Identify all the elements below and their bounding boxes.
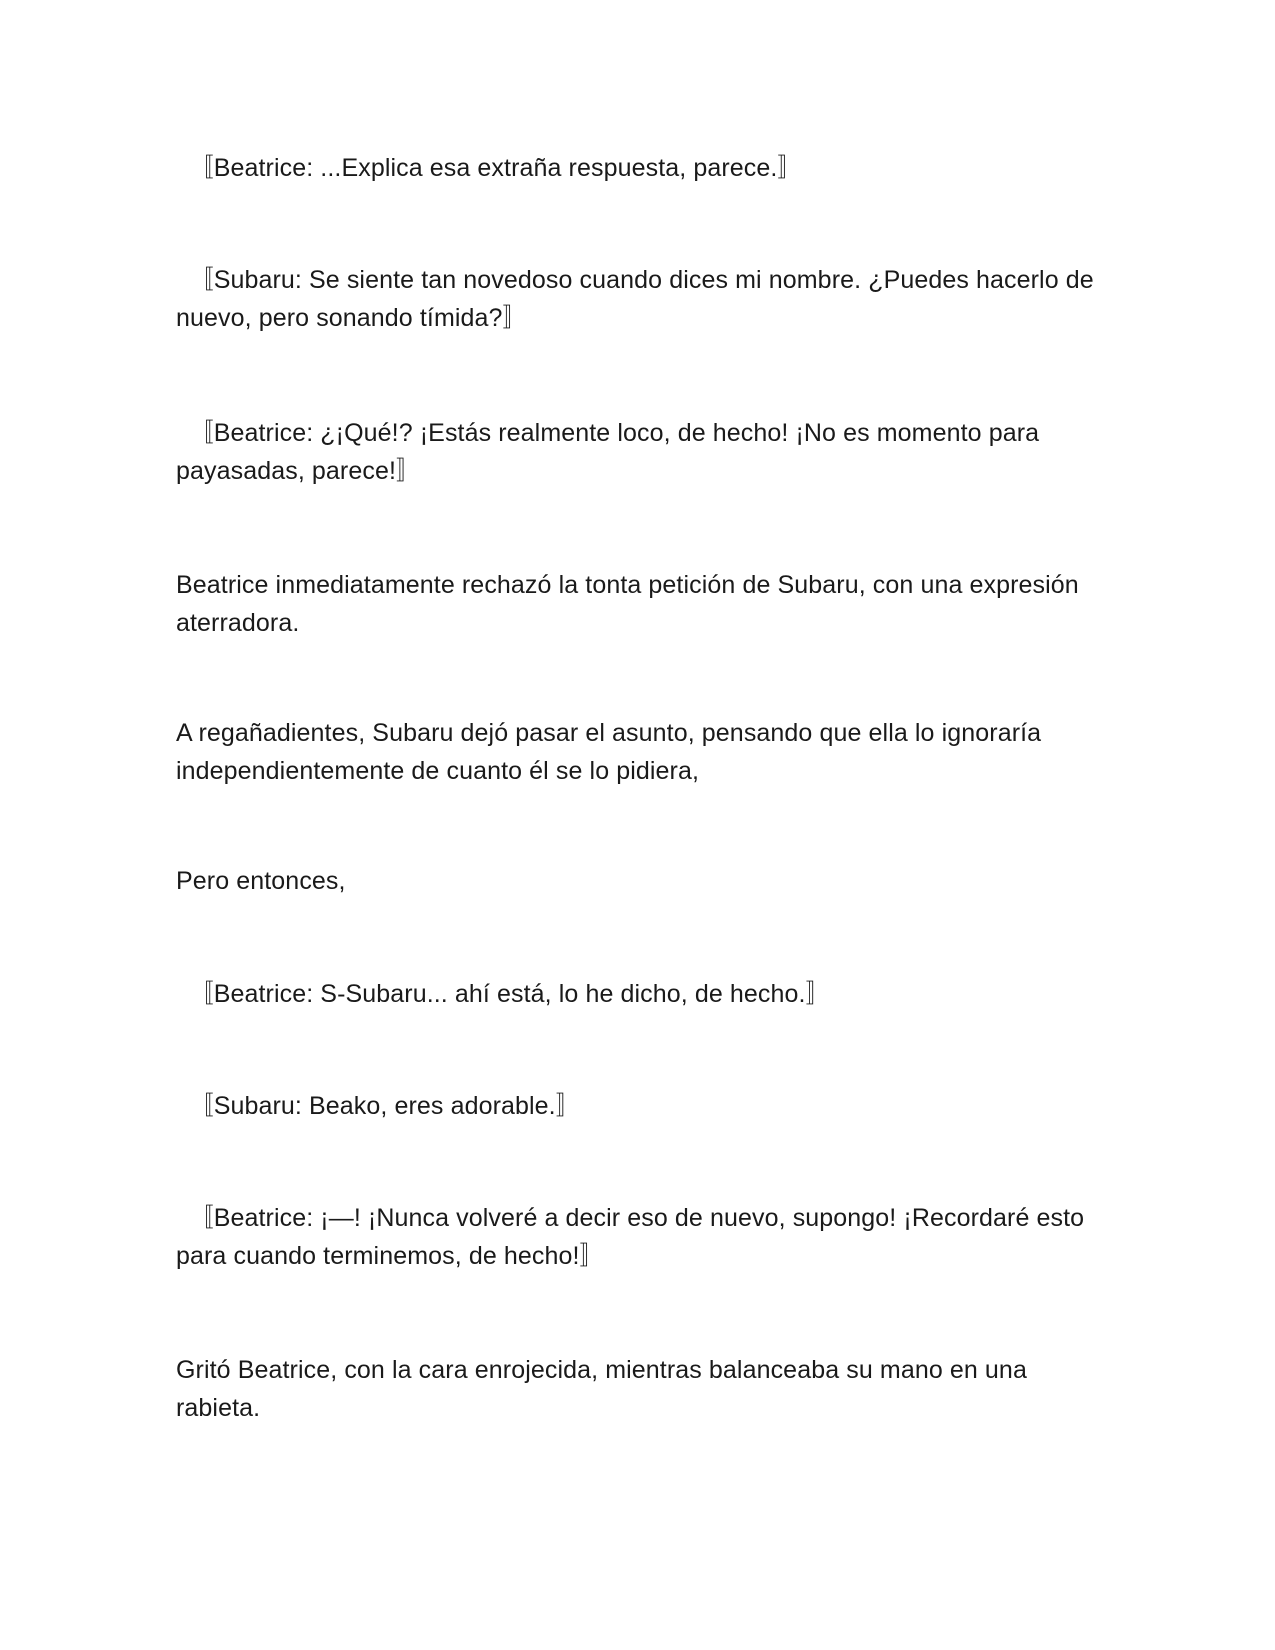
dialogue-beatrice-2: 〚Beatrice: ¿¡Qué!? ¡Estás realmente loco, de hecho! ¡No es momento para payasadas, parece!〛 (176, 419, 1040, 485)
narration-1: Beatrice inmediatamente rechazó la tonta petición de Subaru, con una expresión aterradora. (176, 571, 1079, 637)
narration-4: Gritó Beatrice, con la cara enrojecida, mientras balanceaba su mano en una rabieta. (176, 1356, 1027, 1422)
dialogue-subaru-1: 〚Subaru: Se siente tan novedoso cuando dices mi nombre. ¿Puedes hacerlo de nuevo, pero sonando tímida?〛 (176, 266, 1094, 332)
dialogue-subaru-2: 〚Subaru: Beako, eres adorable.〛 (176, 1092, 581, 1120)
narration-3: Pero entonces, (176, 867, 346, 895)
dialogue-beatrice-4: 〚Beatrice: ¡—! ¡Nunca volveré a decir eso de nuevo, supongo! ¡Recordaré esto para cuando terminemos, de hecho!〛 (176, 1204, 1085, 1270)
narration-2: A regañadientes, Subaru dejó pasar el asunto, pensando que ella lo ignoraría independientemente de cuanto él se lo pidiera, (176, 719, 1042, 785)
dialogue-beatrice-1: 〚Beatrice: ...Explica esa extraña respuesta, parece.〛 (176, 154, 803, 182)
dialogue-beatrice-3: 〚Beatrice: S-Subaru... ahí está, lo he dicho, de hecho.〛 (176, 980, 831, 1008)
